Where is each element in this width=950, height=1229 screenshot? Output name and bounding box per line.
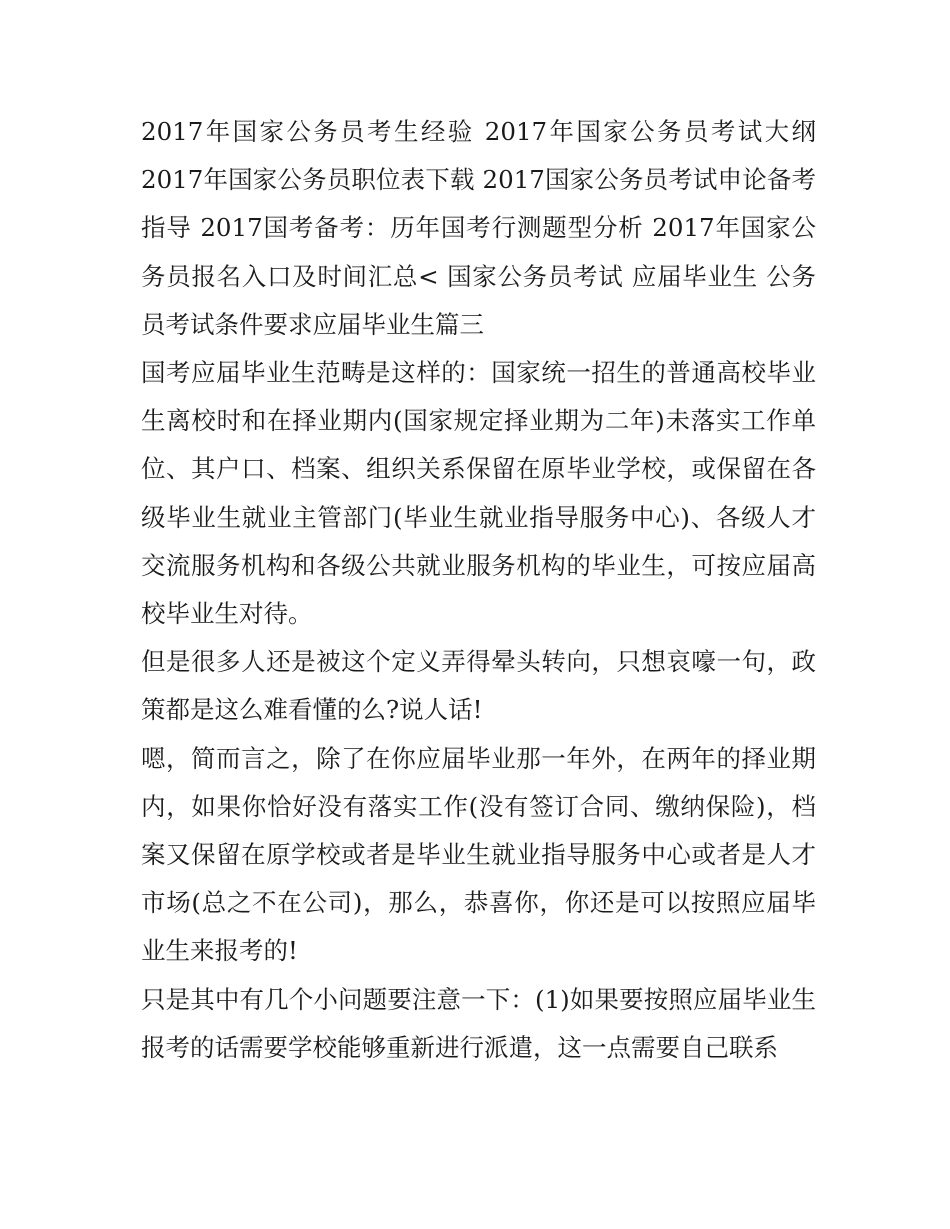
paragraph-graduate-definition: 国考应届毕业生范畴是这样的：国家统一招生的普通高校毕业生离校时和在择业期内(国家规定择业期为二年)未落实工作单位、其户口、档案、组织关系保留在原毕业学校，或保留在各级毕业生就业主管部门(毕业生就业指导服务中心)、各级人才交流服务机构和各级公共就业服务机构的毕业生，可按应届高校毕业生对待。 — [141, 358, 816, 629]
paragraph-summary: 嗯，简而言之，除了在你应届毕业那一年外，在两年的择业期内，如果你恰好没有落实工作(没有签订合同、缴纳保险)，档案又保留在原学校或者是毕业生就业指导服务中心或者是人才市场(总之不在公司)，那么，恭喜你，你还是可以按照应届毕业生来报考的! — [141, 743, 816, 966]
paragraph-confusion: 但是很多人还是被这个定义弄得晕头转向，只想哀嚎一句，政策都是这么难看懂的么?说人话! — [141, 647, 816, 725]
document-body — [141, 108, 816, 1072]
paragraph-exam-links: 2017年国家公务员考生经验 2017年国家公务员考试大纲 2017年国家公务员职位表下载 2017国家公务员考试申论备考指导 2017国考备考：历年国考行测题型分析 2017年国家公务员报名入口及时间汇总< 国家公务员考试 应届毕业生 公务员考试条件要求应届毕业生篇三 — [141, 117, 816, 339]
paragraph-notes: 只是其中有几个小问题要注意一下：(1)如果要按照应届毕业生报考的话需要学校能够重新进行派遣，这一点需要自己联系 — [141, 984, 816, 1062]
